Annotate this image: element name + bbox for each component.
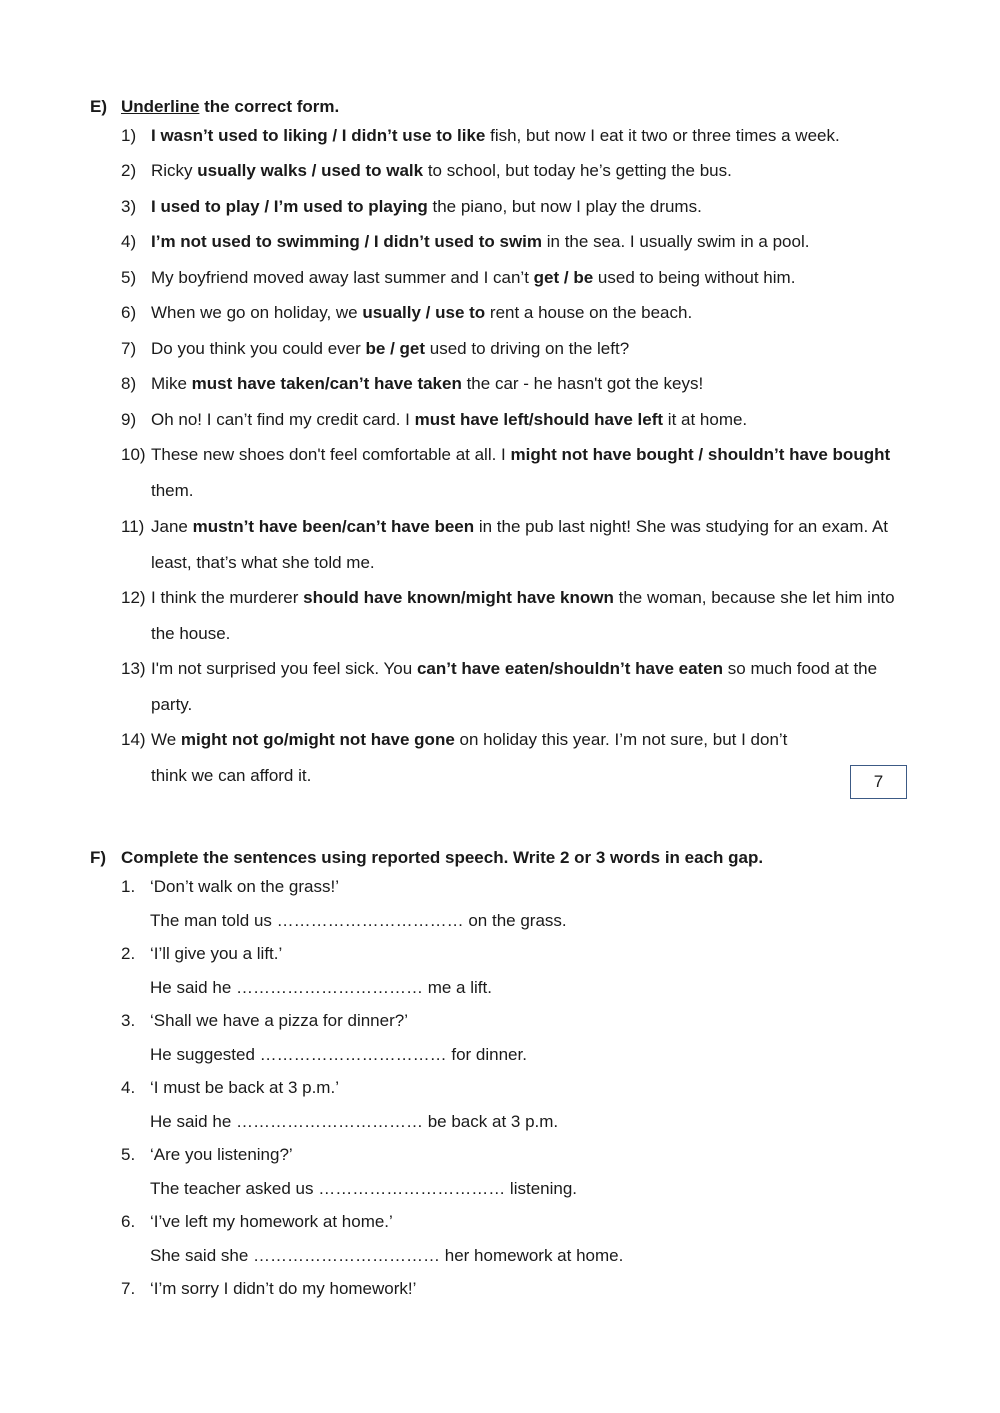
e-item-number: 1) <box>121 126 137 145</box>
f-item-7 <box>121 1272 911 1306</box>
e-item-text-post: used to driving on the left? <box>425 339 630 358</box>
f-item-answer-line[interactable]: The teacher asked us …………………………… listening. <box>150 1178 578 1198</box>
e-item-1 <box>121 118 911 154</box>
e-item-text-post: used to being without him. <box>593 268 796 287</box>
f-item-quote: ‘I’ve left my homework at home.’ <box>150 1212 393 1231</box>
section-f-letter: F) <box>90 848 107 867</box>
e-item-text-post: to school, but today he’s getting the bus. <box>423 161 732 180</box>
f-item-number: 1. <box>121 877 136 896</box>
e-item-text-post: rent a house on the beach. <box>485 303 693 322</box>
e-item-options[interactable]: must have left/should have left <box>414 410 664 429</box>
f-item-quote: ‘I’m sorry I didn’t do my homework!’ <box>150 1279 417 1298</box>
e-item-options[interactable]: might not have bought / shouldn’t have bought <box>510 445 891 464</box>
e-item-number: 6) <box>121 303 137 322</box>
e-item-text-pre: I'm not surprised you feel sick. You <box>151 659 417 678</box>
e-item-8 <box>121 366 911 402</box>
e-item-number: 4) <box>121 232 137 251</box>
e-item-text-post: in the sea. I usually swim in a pool. <box>542 232 810 251</box>
e-item-number: 7) <box>121 339 137 358</box>
e-item-text-post: the piano, but now I play the drums. <box>427 197 702 216</box>
f-item-number: 6. <box>121 1212 136 1231</box>
e-item-text-post: the car - he hasn't got the keys! <box>461 374 704 393</box>
e-item-text-post: them. <box>151 480 194 500</box>
e-item-9 <box>121 402 911 438</box>
e-item-text-post: the woman, because she let him into the house. <box>151 588 895 643</box>
e-item-10 <box>121 437 911 508</box>
e-item-12 <box>121 580 911 651</box>
e-item-options[interactable]: can’t have eaten/shouldn’t have eaten <box>416 659 724 678</box>
e-item-text-post: in the pub last night! She was studying for an exam. At least, that’s what she told me. <box>151 517 889 572</box>
e-item-number: 10) <box>121 445 146 464</box>
e-item-text-pre: Mike <box>151 374 192 393</box>
f-item-quote: ‘Shall we have a pizza for dinner?’ <box>150 1011 408 1030</box>
e-item-text-post: fish, but now I eat it two or three times a week. <box>485 126 840 145</box>
e-item-number: 13) <box>121 659 146 678</box>
e-item-options[interactable]: usually walks / used to walk <box>197 161 424 180</box>
e-item-2 <box>121 153 911 189</box>
e-item-options[interactable]: get / be <box>533 268 594 287</box>
e-item-3 <box>121 189 911 225</box>
e-item-7 <box>121 331 911 367</box>
e-item-text-pre: These new shoes don't feel comfortable at all. I <box>151 445 511 464</box>
e-item-options[interactable]: mustn’t have been/can’t have been <box>192 517 475 536</box>
e-item-5 <box>121 260 911 296</box>
f-item-2 <box>121 937 911 1004</box>
f-item-4 <box>121 1071 911 1138</box>
f-item-answer-line[interactable]: He said he …………………………… be back at 3 p.m. <box>150 1111 559 1131</box>
e-item-number: 14) <box>121 730 146 749</box>
f-item-5 <box>121 1138 911 1205</box>
e-item-text-pre: Ricky <box>151 161 198 180</box>
f-item-number: 5. <box>121 1145 136 1164</box>
e-item-options[interactable]: must have taken/can’t have taken <box>191 374 462 393</box>
e-item-options[interactable]: might not go/might not have gone <box>180 730 455 749</box>
f-item-answer-line[interactable]: He said he …………………………… me a lift. <box>150 977 492 997</box>
e-item-options[interactable]: be / get <box>365 339 426 358</box>
e-item-number: 5) <box>121 268 137 287</box>
e-item-text-pre: Do you think you could ever <box>151 339 366 358</box>
f-item-quote: ‘I must be back at 3 p.m.’ <box>150 1078 339 1097</box>
f-item-quote: ‘I’ll give you a lift.’ <box>150 944 283 963</box>
e-item-text-pre: I think the murderer <box>151 588 304 607</box>
e-item-4 <box>121 224 911 260</box>
e-item-options[interactable]: usually / use to <box>362 303 486 322</box>
e-item-text-post: so much food at the party. <box>151 659 878 714</box>
e-item-6 <box>121 295 911 331</box>
f-item-quote: ‘Don’t walk on the grass!’ <box>150 877 339 896</box>
e-item-options[interactable]: should have known/might have known <box>303 588 614 607</box>
e-item-number: 11) <box>121 517 145 536</box>
section-e-heading <box>90 97 339 117</box>
score-box: 7 <box>850 765 907 799</box>
e-item-number: 12) <box>121 588 146 607</box>
e-item-text-pre: Jane <box>151 517 193 536</box>
section-e-letter: E) <box>90 97 107 116</box>
e-item-text-post: it at home. <box>663 410 748 429</box>
e-item-14 <box>121 722 821 793</box>
e-item-text-pre: My boyfriend moved away last summer and I can’t <box>151 268 534 287</box>
e-item-text-pre: We <box>151 730 181 749</box>
f-item-3 <box>121 1004 911 1071</box>
section-f-heading <box>90 848 763 868</box>
f-item-number: 3. <box>121 1011 136 1030</box>
e-item-text-pre: Oh no! I can’t find my credit card. I <box>151 410 415 429</box>
f-item-6 <box>121 1205 911 1272</box>
e-item-number: 2) <box>121 161 137 180</box>
section-e-instruction: the correct form. <box>204 97 340 116</box>
f-item-number: 2. <box>121 944 136 963</box>
e-item-text-post: on holiday this year. I’m not sure, but I don’t think we can afford it. <box>151 730 788 785</box>
f-item-answer-line[interactable]: She said she …………………………… her homework at home. <box>150 1245 624 1265</box>
e-item-options[interactable]: I wasn’t used to liking / I didn’t use to like <box>151 126 486 145</box>
e-item-number: 3) <box>121 197 137 216</box>
f-item-answer-line[interactable]: He suggested …………………………… for dinner. <box>150 1044 527 1064</box>
e-item-13 <box>121 651 911 722</box>
f-item-number: 4. <box>121 1078 136 1097</box>
e-item-number: 8) <box>121 374 137 393</box>
e-item-11 <box>121 509 911 580</box>
section-f-instruction: Complete the sentences using reported speech. Write 2 or 3 words in each gap. <box>121 848 764 867</box>
f-item-answer-line[interactable]: The man told us …………………………… on the grass. <box>150 910 567 930</box>
f-item-1 <box>121 870 911 937</box>
f-item-number: 7. <box>121 1279 136 1298</box>
section-e-instruction-underlined: Underline <box>121 97 200 116</box>
e-item-number: 9) <box>121 410 137 429</box>
f-item-quote: ‘Are you listening?’ <box>150 1145 293 1164</box>
e-item-options[interactable]: I’m not used to swimming / I didn’t used to swim <box>151 232 543 251</box>
e-item-options[interactable]: I used to play / I’m used to playing <box>151 197 428 216</box>
e-item-text-pre: When we go on holiday, we <box>151 303 363 322</box>
